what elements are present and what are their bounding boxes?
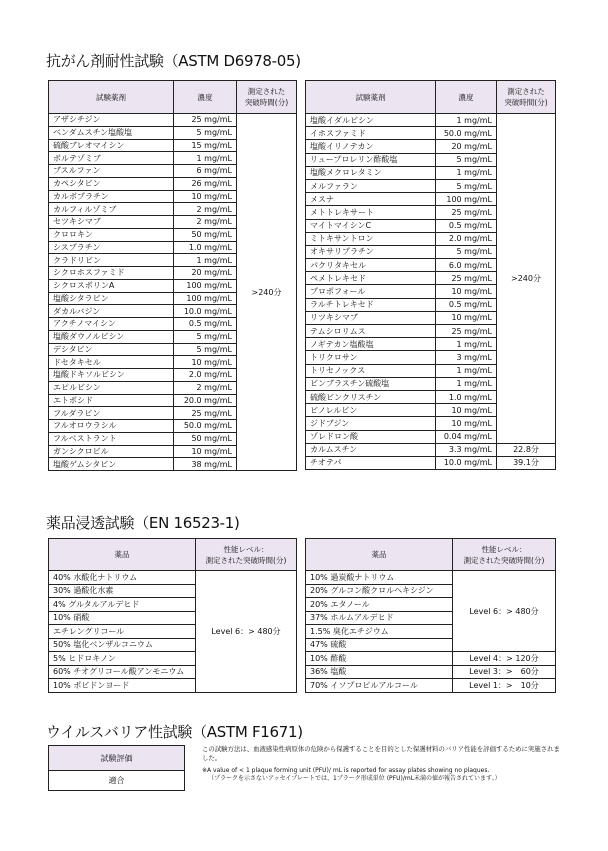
concentration: 0.5 mg/mL (174, 318, 237, 331)
concentration: 1 mg/mL (436, 114, 497, 127)
breakthrough-time: >240分 (497, 114, 556, 444)
virus-note-jp: （プラークを示さないアッセイプレートでは、1プラーク形成単位 (PFU)/mL未満の値が報告されています。） (208, 775, 501, 782)
chemical-name: 30% 過酸化水素 (49, 584, 196, 598)
concentration: 10 mg/mL (174, 445, 237, 458)
chemical-name: ビンブラスチン硫酸塩 (306, 377, 436, 390)
column-header: 薬品 (49, 539, 196, 571)
chemo-table-right (305, 80, 556, 470)
concentration: 100 mg/mL (174, 279, 237, 292)
concentration: 1 mg/mL (436, 338, 497, 351)
concentration: 6 mg/mL (174, 165, 237, 178)
concentration: 3.3 mg/mL (436, 443, 497, 456)
column-header: 測定された 突破時間(分) (497, 81, 556, 114)
column-header: 性能レベル： 測定された突破時間(分) (196, 539, 297, 571)
breakthrough-time: Level 4：> 120分 (453, 652, 556, 666)
concentration: 5 mg/mL (174, 343, 237, 356)
breakthrough-time: Level 6：> 480分 (453, 571, 556, 652)
header-row (49, 539, 297, 571)
concentration: 50.0 mg/mL (174, 420, 237, 433)
concentration: 1 mg/mL (174, 152, 237, 165)
chemical-name: クロロキン (49, 228, 174, 241)
chemical-name: カペシタビン (49, 177, 174, 190)
concentration: 50 mg/mL (174, 432, 237, 445)
chemical-name: クラドリビン (49, 254, 174, 267)
chemical-name: イホスファミド (306, 127, 436, 140)
chemical-name: 20% エタノール (306, 598, 453, 612)
chemical-name: 5% ヒドロキノン (49, 652, 196, 666)
chemical-name: ビノレルビン (306, 404, 436, 417)
concentration: 3 mg/mL (436, 351, 497, 364)
concentration: 6.0 mg/mL (436, 259, 497, 272)
concentration: 38 mg/mL (174, 458, 237, 471)
table-row (306, 114, 556, 127)
breakthrough-time: 22.8分 (497, 443, 556, 456)
virus-description: この試験方法は、血液感染性病原体の危険から保護することを目的とした保護材料のバリア性能を評価するために実施されました。 (202, 745, 560, 762)
chemical-name: トリセノックス (306, 364, 436, 377)
concentration: 25 mg/mL (174, 114, 237, 127)
concentration: 10.0 mg/mL (436, 456, 497, 469)
column-header: 濃度 (436, 81, 497, 114)
breakthrough-time: >240分 (237, 114, 297, 471)
section3-title: ウイルスバリア性試験（ASTM F1671) (46, 723, 303, 741)
concentration: 25 mg/mL (174, 407, 237, 420)
concentration: 10 mg/mL (174, 190, 237, 203)
virus-note-en: ※A value of < 1 plaque forming unit (PFU)/ mL is reported for assay plates showing no plaques. (202, 767, 490, 774)
concentration: 10.0 mg/mL (174, 305, 237, 318)
chemical-name: フルベストラント (49, 432, 174, 445)
chemical-name: 37% ホルムアルデヒド (306, 611, 453, 625)
chemical-name: ラルチトレキセド (306, 298, 436, 311)
concentration: 15 mg/mL (174, 139, 237, 152)
chemical-name: 塩酸シタラビン (49, 292, 174, 305)
chemical-name: プロポフォール (306, 285, 436, 298)
chemical-name: 10% 酢酸 (306, 652, 453, 666)
chemical-name: デシタビン (49, 343, 174, 356)
chemo-table-left (48, 80, 297, 471)
header-row (306, 81, 556, 114)
chemical-name: トリクロサン (306, 351, 436, 364)
concentration: 5 mg/mL (174, 126, 237, 139)
table-row (306, 665, 556, 679)
concentration: 50 mg/mL (174, 228, 237, 241)
chemical-name: エピルビシン (49, 381, 174, 394)
concentration: 10 mg/mL (174, 356, 237, 369)
concentration: 2 mg/mL (174, 216, 237, 229)
chemical-name: マイトマイシンC (306, 219, 436, 232)
permeation-table-right (305, 538, 556, 693)
chemical-name: ミトキサントロン (306, 232, 436, 245)
chemical-name: エチレングリコール (49, 625, 196, 639)
chemical-name: ゾレドロン酸 (306, 430, 436, 443)
chemical-name: ペメトレキセド (306, 272, 436, 285)
concentration: 50.0 mg/mL (436, 127, 497, 140)
column-header: 性能レベル： 測定された突破時間(分) (453, 539, 556, 571)
chemical-name: テムシロリムス (306, 325, 436, 338)
column-header: 濃度 (174, 81, 237, 114)
chemical-name: フルダラビン (49, 407, 174, 420)
chemical-name: 47% 硫酸 (306, 638, 453, 652)
concentration: 1.0 mg/mL (436, 390, 497, 403)
chemical-name: シクロスポリンA (49, 279, 174, 292)
chemical-name: 塩酸イリノテカン (306, 140, 436, 153)
concentration: 5 mg/mL (436, 179, 497, 192)
header-row (306, 539, 556, 571)
concentration: 2.0 mg/mL (436, 232, 497, 245)
chemical-name: メトトレキサート (306, 206, 436, 219)
chemical-name: 硫酸ビンクリスチン (306, 390, 436, 403)
concentration: 2 mg/mL (174, 381, 237, 394)
chemical-name: 塩酸ダウノルビシン (49, 330, 174, 343)
chemical-name: ダカルバジン (49, 305, 174, 318)
chemical-name: ノギテカン塩酸塩 (306, 338, 436, 351)
breakthrough-time: Level 1：> 10分 (453, 679, 556, 693)
chemical-name: 40% 水酸化ナトリウム (49, 571, 196, 585)
chemical-name: リュープロレリン酢酸塩 (306, 153, 436, 166)
chemical-name: 70% イソプロピルアルコール (306, 679, 453, 693)
virus-result: 適合 (49, 771, 185, 791)
table-row (306, 652, 556, 666)
concentration: 25 mg/mL (436, 206, 497, 219)
concentration: 10 mg/mL (436, 404, 497, 417)
table-row (306, 443, 556, 456)
concentration: 1 mg/mL (436, 364, 497, 377)
chemical-name: 36% 塩酸 (306, 665, 453, 679)
chemical-name: ボルテゾミブ (49, 152, 174, 165)
concentration: 1 mg/mL (436, 377, 497, 390)
breakthrough-time: 39.1分 (497, 456, 556, 469)
permeation-table-left (48, 538, 297, 693)
concentration: 0.5 mg/mL (436, 298, 497, 311)
concentration: 5 mg/mL (436, 153, 497, 166)
column-header: 測定された 突破時間(分) (237, 81, 297, 114)
breakthrough-time: Level 3：> 60分 (453, 665, 556, 679)
column-header: 試験薬剤 (306, 81, 436, 114)
chemical-name: 1.5% 臭化エチジウム (306, 625, 453, 639)
concentration: 20.0 mg/mL (174, 394, 237, 407)
chemical-name: 硫酸ブレオマイシン (49, 139, 174, 152)
concentration: 1 mg/mL (174, 254, 237, 267)
table-row (306, 571, 556, 585)
chemical-name: ドセタキセル (49, 356, 174, 369)
table-row (306, 679, 556, 693)
chemical-name: 20% グルコン酸クロルヘキシジン (306, 584, 453, 598)
table-row (306, 456, 556, 469)
table-row (49, 571, 297, 585)
virus-header: 試験評価 (49, 746, 185, 771)
concentration: 0.5 mg/mL (436, 219, 497, 232)
chemical-name: 塩酸イダルビシン (306, 114, 436, 127)
chemical-name: カルフィルゾミブ (49, 203, 174, 216)
concentration: 2 mg/mL (174, 203, 237, 216)
chemical-name: エトポシド (49, 394, 174, 407)
section2-title: 薬品浸透試験（EN 16523-1) (46, 514, 240, 532)
chemical-name: ベンダムスチン塩酸塩 (49, 126, 174, 139)
chemical-name: ジドブジン (306, 417, 436, 430)
chemical-name: 10% 過炭酸ナトリウム (306, 571, 453, 585)
concentration: 100 mg/mL (174, 292, 237, 305)
concentration: 25 mg/mL (436, 325, 497, 338)
chemical-name: ブスルファン (49, 165, 174, 178)
chemical-name: メスナ (306, 193, 436, 206)
concentration: 20 mg/mL (436, 140, 497, 153)
concentration: 10 mg/mL (436, 417, 497, 430)
breakthrough-time: Level 6：> 480分 (196, 571, 297, 693)
chemical-name: アクチノマイシン (49, 318, 174, 331)
chemical-name: 10% ポビドンヨード (49, 679, 196, 693)
chemical-name: カルボプラチン (49, 190, 174, 203)
concentration: 20 mg/mL (174, 267, 237, 280)
concentration: 1.0 mg/mL (174, 241, 237, 254)
chemical-name: カルムスチン (306, 443, 436, 456)
chemical-name: オキサリプラチン (306, 245, 436, 258)
concentration: 26 mg/mL (174, 177, 237, 190)
column-header: 薬品 (306, 539, 453, 571)
chemical-name: アザシチジン (49, 114, 174, 127)
concentration: 25 mg/mL (436, 272, 497, 285)
chemical-name: 塩酸ゲムシタビン (49, 458, 174, 471)
virus-table (48, 745, 185, 791)
chemical-name: 塩酸ドキソルビシン (49, 369, 174, 382)
chemical-name: 50% 塩化ベンザルコニウム (49, 638, 196, 652)
concentration: 0.04 mg/mL (436, 430, 497, 443)
table-row (49, 114, 297, 127)
chemical-name: メルファラン (306, 179, 436, 192)
column-header: 試験薬剤 (49, 81, 174, 114)
chemical-name: パクリタキセル (306, 259, 436, 272)
chemical-name: 4% グルタルアルデヒド (49, 598, 196, 612)
chemical-name: 塩酸メクロレタミン (306, 166, 436, 179)
concentration: 2.0 mg/mL (174, 369, 237, 382)
chemical-name: 60% チオグリコール酸アンモニウム (49, 665, 196, 679)
chemical-name: セツキシマブ (49, 216, 174, 229)
chemical-name: フルオロウラシル (49, 420, 174, 433)
concentration: 10 mg/mL (436, 285, 497, 298)
concentration: 5 mg/mL (436, 245, 497, 258)
chemical-name: シクロホスファミド (49, 267, 174, 280)
concentration: 1 mg/mL (436, 166, 497, 179)
chemical-name: リツキシマブ (306, 311, 436, 324)
chemical-name: チオテパ (306, 456, 436, 469)
chemical-name: ガンシクロビル (49, 445, 174, 458)
chemical-name: 10% 硝酸 (49, 611, 196, 625)
header-row (49, 81, 297, 114)
section1-title: 抗がん剤耐性試験（ASTM D6978-05) (46, 52, 301, 70)
chemical-name: シスプラチン (49, 241, 174, 254)
concentration: 100 mg/mL (436, 193, 497, 206)
concentration: 10 mg/mL (436, 311, 497, 324)
concentration: 5 mg/mL (174, 330, 237, 343)
